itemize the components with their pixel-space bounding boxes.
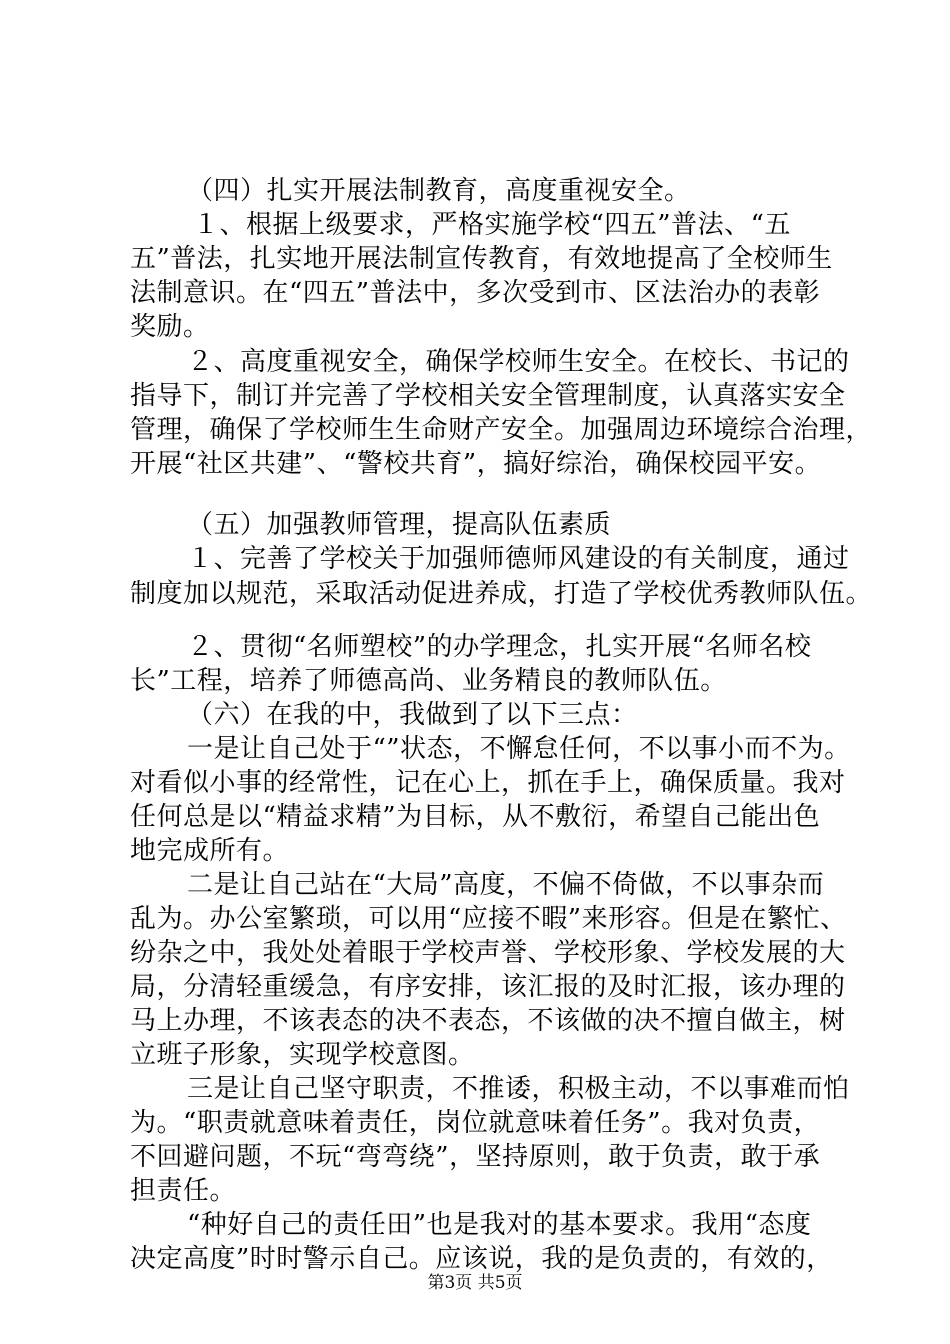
paragraph-line: 马上办理，不该表态的决不表态，不该做的决不擅自做主，树 [130,1006,846,1036]
section-heading-six: （六）在我的中，我做到了以下三点： [187,700,638,730]
paragraph-line: 五”普法，扎实地开展法制宣传教育，有效地提高了全校师生 [130,244,833,274]
paragraph-line: １、根据上级要求，严格实施学校“四五”普法、“五 [193,210,791,240]
paragraph-line: 不回避问题，不玩“弯弯绕”，坚持原则，敢于负责，敢于承 [130,1142,821,1172]
paragraph-line: 决定高度”时时警示自己。应该说，我的是负责的，有效的， [130,1244,833,1274]
paragraph-line: 二是让自己站在“大局”高度，不偏不倚做，不以事杂而 [187,870,825,900]
paragraph-line: 为。“职责就意味着责任，岗位就意味着任务”。我对负责， [130,1108,821,1138]
paragraph-line: ２、高度重视安全，确保学校师生安全。在校长、书记的 [187,347,850,377]
paragraph-line: 开展“社区共建”、“警校共育”，搞好综治，确保校园平安。 [130,449,822,479]
paragraph-line: 地完成所有。 [130,836,290,866]
paragraph-line: 对看似小事的经常性，记在心上，抓在手上，确保质量。我对 [130,768,846,798]
paragraph-line: 管理，确保了学校师生生命财产安全。加强周边环境综合治理， [130,415,873,445]
paragraph-line: 纷杂之中，我处处着眼于学校声誉、学校形象、学校发展的大 [130,938,846,968]
paragraph-line: ２、贯彻“名师塑校”的办学理念，扎实开展“名师名校 [187,632,812,662]
paragraph-line: 指导下，制订并完善了学校相关安全管理制度，认真落实安全 [130,381,846,411]
page-number-footer: 第3页 共5页 [427,1273,523,1293]
paragraph-line: 立班子形象，实现学校意图。 [130,1040,475,1070]
paragraph-line: 奖励。 [130,312,210,342]
paragraph-line: １、完善了学校关于加强师德师风建设的有关制度，通过 [187,544,850,574]
section-heading-four: （四）扎实开展法制教育，高度重视安全。 [187,176,691,206]
paragraph-line: 局，分清轻重缓急，有序安排，该汇报的及时汇报，该办理的 [130,972,846,1002]
paragraph-line: 长”工程，培养了师德高尚、业务精良的教师队伍。 [130,666,727,696]
paragraph-line: 三是让自己坚守职责，不推诿，积极主动，不以事难而怕 [187,1074,850,1104]
paragraph-line: 法制意识。在“四五”普法中，多次受到市、区法治办的表彰 [130,278,821,308]
paragraph-line: 任何总是以“精益求精”为目标，从不敷衍，希望自己能出色 [130,802,821,832]
paragraph-line: 乱为。办公室繁琐，可以用“应接不暇”来形容。但是在繁忙、 [130,904,847,934]
paragraph-line: 制度加以规范，采取活动促进养成，打造了学校优秀教师队伍。 [130,579,873,609]
paragraph-line: 一是让自己处于“”状态，不懈怠任何，不以事小而不为。 [187,734,851,764]
paragraph-line: 担责任。 [130,1176,237,1206]
paragraph-line: “种好自己的责任田”也是我对的基本要求。我用“态度 [187,1210,812,1240]
section-heading-five: （五）加强教师管理，提高队伍素质 [187,510,612,540]
